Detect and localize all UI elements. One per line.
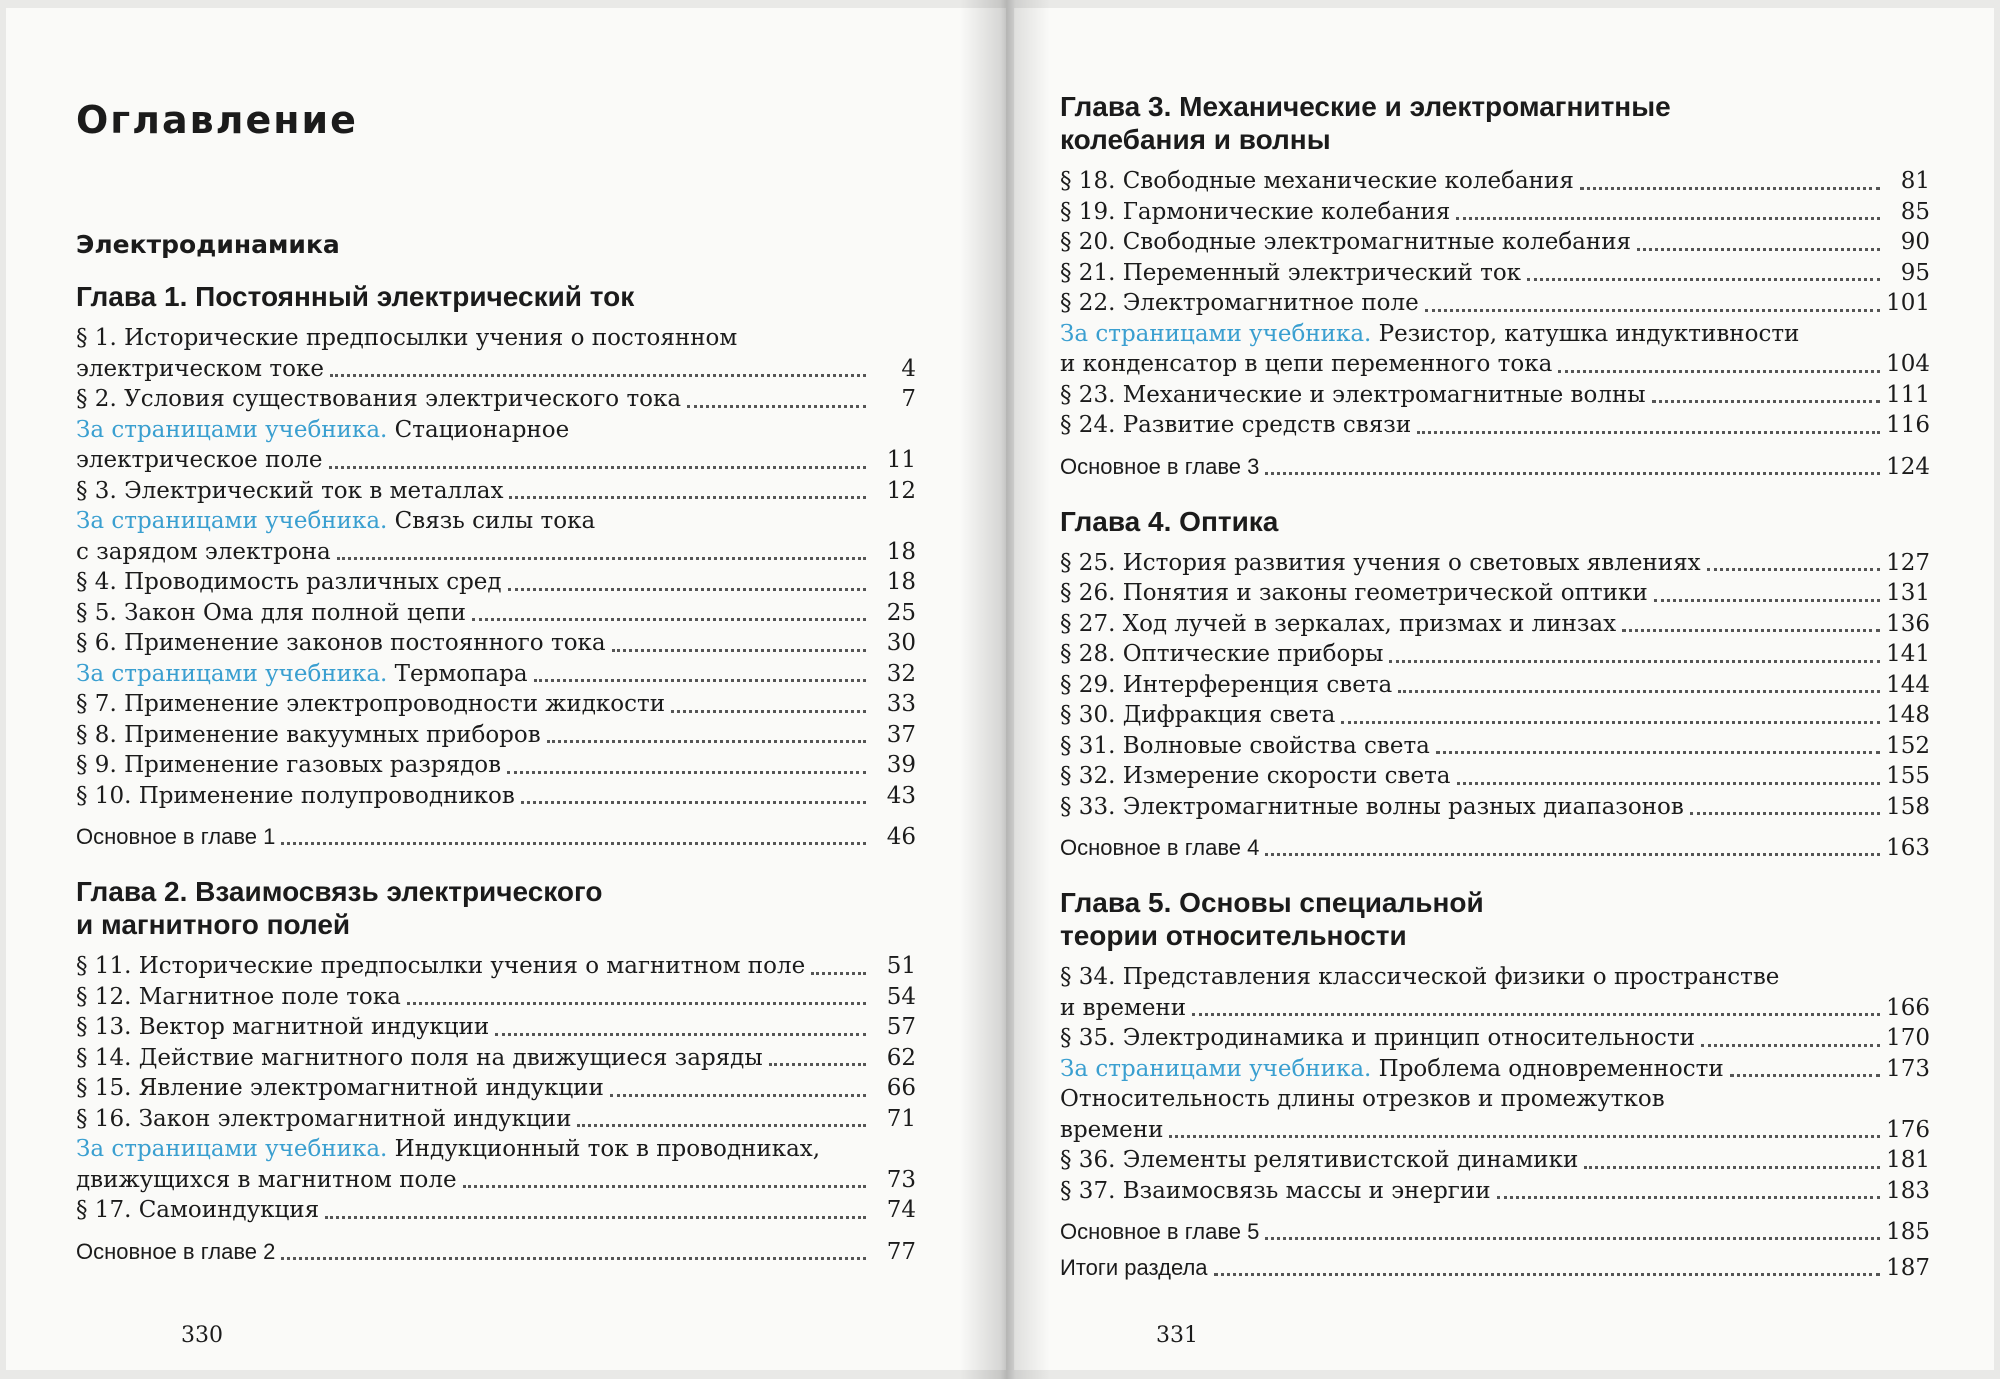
leader-dots	[1701, 1044, 1880, 1047]
leader-dots	[1265, 1237, 1880, 1240]
toc-entry-text: § 16. Закон электромагнитной индукции	[76, 1105, 572, 1132]
toc-entry-text: Проблема одновременности	[1371, 1055, 1724, 1082]
toc-page-number: 127	[1886, 549, 1930, 576]
toc-page-number: 148	[1886, 702, 1930, 728]
toc-entry-text: § 7. Применение электропроводности жидкости	[76, 691, 666, 717]
chapter-title-line: Глава 1. Постоянный электрический ток	[76, 281, 635, 312]
toc-entry[interactable]	[1060, 700, 1930, 731]
toc-entry-text: § 4. Проводимость различных сред	[76, 569, 502, 595]
toc-entry[interactable]	[1060, 639, 1930, 670]
toc-entry[interactable]	[76, 1012, 916, 1043]
toc-page-number: 170	[1886, 1025, 1930, 1051]
toc-entry-text: § 6. Применение законов постоянного тока	[76, 630, 606, 656]
right-toc-column	[1060, 90, 1930, 1284]
toc-entry-text-cont: с зарядом электрона	[76, 538, 331, 565]
toc-entry[interactable]	[76, 628, 916, 659]
leader-dots	[1527, 278, 1880, 281]
toc-entry-text: § 17. Самоиндукция	[76, 1197, 320, 1223]
toc-entry[interactable]	[1060, 609, 1930, 640]
toc-page-number: 74	[886, 1197, 916, 1223]
summary-text: Основное в главе 1	[76, 824, 276, 849]
leader-dots	[521, 801, 866, 804]
leader-dots	[1417, 431, 1880, 434]
leader-dots	[281, 1257, 866, 1260]
toc-page-number: 73	[886, 1166, 916, 1193]
toc-entry[interactable]	[1060, 731, 1930, 762]
leader-dots	[1654, 599, 1880, 602]
toc-entry[interactable]	[76, 982, 916, 1013]
left-page	[6, 8, 1006, 1370]
chapter-1-title	[76, 280, 916, 313]
leader-dots	[1214, 1273, 1880, 1276]
leader-dots	[1389, 660, 1880, 663]
leader-dots	[1265, 472, 1880, 475]
toc-entry[interactable]	[76, 476, 916, 507]
leader-dots	[1730, 1074, 1880, 1077]
toc-entry-text-cont: и времени	[1060, 994, 1187, 1021]
leader-dots	[325, 1216, 866, 1219]
leader-dots	[1622, 629, 1880, 632]
leader-dots	[1456, 217, 1880, 220]
leader-dots	[1192, 1013, 1880, 1016]
chapter-summary[interactable]	[76, 821, 916, 853]
toc-entry-text: § 31. Волновые свойства света	[1060, 732, 1430, 759]
toc-page-number: 81	[1900, 168, 1930, 194]
toc-entry[interactable]	[76, 323, 916, 384]
extra-prefix: За страницами учебника.	[76, 508, 388, 534]
toc-entry-text: § 8. Применение вакуумных приборов	[76, 721, 541, 748]
leader-dots	[1637, 248, 1880, 251]
toc-page-number: 77	[886, 1238, 916, 1265]
leader-dots	[507, 771, 866, 774]
toc-page-number: 43	[886, 782, 916, 809]
toc-page-number: 30	[886, 630, 916, 656]
chapter-summary[interactable]	[1060, 451, 1930, 483]
leader-dots	[1169, 1135, 1880, 1138]
chapter-title-line: и магнитного полей	[76, 909, 351, 940]
chapter-title-line: колебания и волны	[1060, 124, 1331, 155]
toc-entry-text: § 12. Магнитное поле тока	[76, 983, 401, 1010]
toc-page-number: 18	[886, 569, 916, 595]
leader-dots	[534, 679, 866, 682]
toc-entry[interactable]	[1060, 962, 1930, 1023]
section-summary[interactable]	[1060, 1252, 1930, 1284]
toc-page-number: 185	[1886, 1219, 1930, 1245]
leader-dots	[330, 374, 866, 377]
toc-entry[interactable]	[1060, 761, 1930, 792]
leader-dots	[769, 1063, 866, 1066]
toc-entry-text: § 20. Свободные электромагнитные колебания	[1060, 229, 1632, 255]
chapter-2-title	[76, 875, 916, 941]
toc-entry[interactable]	[1060, 792, 1930, 823]
toc-page-number: 155	[1886, 763, 1930, 789]
toc-entry-text: § 32. Измерение скорости света	[1060, 763, 1451, 789]
toc-entry-text: § 35. Электродинамика и принцип относительности	[1060, 1025, 1695, 1051]
toc-page-number: 85	[1900, 198, 1930, 225]
toc-entry[interactable]	[76, 598, 916, 629]
toc-page-number: 101	[1886, 290, 1930, 316]
toc-entry-text: § 30. Дифракция света	[1060, 702, 1336, 728]
summary-text: Основное в главе 5	[1060, 1219, 1260, 1244]
toc-entry-text-cont: электрическое поле	[76, 447, 323, 473]
toc-entry[interactable]	[76, 781, 916, 812]
toc-page-number: 166	[1886, 994, 1930, 1021]
toc-page-number: 32	[886, 660, 916, 687]
toc-entry[interactable]	[76, 1073, 916, 1104]
toc-entry-text: § 1. Исторические предпосылки учения о постоянном	[76, 325, 738, 351]
toc-page-number: 71	[886, 1105, 916, 1132]
toc-page-number: 104	[1886, 351, 1930, 377]
toc-entry-text-cont: движущихся в магнитном поле	[76, 1166, 457, 1193]
toc-page-number: 116	[1886, 412, 1930, 438]
toc-entry-text: § 10. Применение полупроводников	[76, 782, 515, 809]
leader-dots	[1457, 782, 1880, 785]
toc-entry-extra[interactable]	[1060, 1054, 1930, 1085]
toc-entry-text: § 25. История развития учения о световых явлениях	[1060, 549, 1701, 576]
toc-page-number: 152	[1886, 732, 1930, 759]
toc-entry[interactable]	[76, 720, 916, 751]
toc-entry-extra[interactable]	[76, 506, 916, 567]
toc-entry-text: Относительность длины отрезков и промежутков	[1060, 1086, 1665, 1112]
leader-dots	[407, 1002, 866, 1005]
toc-entry-text: § 36. Элементы релятивистской динамики	[1060, 1147, 1579, 1173]
toc-entry-text: § 9. Применение газовых разрядов	[76, 752, 502, 778]
toc-page-number: 12	[886, 477, 916, 504]
leader-dots	[1558, 370, 1880, 373]
toc-entry[interactable]	[1060, 380, 1930, 411]
toc-entry[interactable]	[1060, 288, 1930, 319]
leader-dots	[577, 1124, 866, 1127]
toc-page-number: 51	[886, 953, 916, 979]
chapter-4-title	[1060, 505, 1930, 538]
toc-page-number: 183	[1886, 1177, 1930, 1204]
toc-entry-text: § 13. Вектор магнитной индукции	[76, 1014, 490, 1040]
toc-page-number: 4	[901, 355, 916, 382]
leader-dots	[337, 557, 866, 560]
toc-entry-text: § 15. Явление электромагнитной индукции	[76, 1075, 604, 1101]
toc-entry[interactable]	[1060, 227, 1930, 258]
toc-entry[interactable]	[76, 951, 916, 982]
extra-prefix: За страницами учебника.	[76, 660, 388, 687]
chapter-summary[interactable]	[76, 1236, 916, 1268]
leader-dots	[281, 842, 866, 845]
toc-entry-text: § 2. Условия существования электрического тока	[76, 386, 682, 412]
toc-page-number: 95	[1900, 259, 1930, 286]
toc-entry[interactable]	[76, 1195, 916, 1226]
toc-page-number: 124	[1886, 453, 1930, 480]
toc-entry-text: § 3. Электрический ток в металлах	[76, 477, 504, 504]
toc-entry-extra[interactable]	[1060, 319, 1930, 380]
toc-page-number: 46	[886, 824, 916, 850]
toc-entry-text: § 27. Ход лучей в зеркалах, призмах и линзах	[1060, 610, 1617, 637]
leader-dots	[1707, 568, 1880, 571]
leader-dots	[495, 1033, 866, 1036]
extra-prefix: За страницами учебника.	[76, 416, 388, 443]
summary-text: Основное в главе 4	[1060, 835, 1260, 860]
toc-page-number: 11	[886, 447, 916, 473]
leader-dots	[1690, 812, 1880, 815]
leader-dots	[472, 618, 866, 621]
toc-page-number: 33	[886, 691, 916, 717]
extra-prefix: За страницами учебника.	[1060, 320, 1372, 347]
toc-entry-text: § 24. Развитие средств связи	[1060, 412, 1412, 438]
leader-dots	[329, 466, 867, 469]
toc-page-number: 181	[1886, 1147, 1930, 1173]
toc-entry[interactable]	[76, 689, 916, 720]
leader-dots	[463, 1185, 866, 1188]
toc-page-number: 90	[1900, 229, 1930, 255]
toc-title: Оглавление	[76, 98, 358, 142]
toc-entry-text: § 34. Представления классической физики о пространстве	[1060, 964, 1780, 990]
toc-page-number: 37	[886, 721, 916, 748]
leader-dots	[687, 405, 866, 408]
leader-dots	[610, 1094, 866, 1097]
left-toc-column	[76, 88, 916, 1268]
toc-entry[interactable]	[1060, 1145, 1930, 1176]
toc-entry[interactable]	[76, 1043, 916, 1074]
toc-page-number: 144	[1886, 671, 1930, 698]
toc-page-number: 54	[886, 983, 916, 1010]
leader-dots	[1425, 309, 1880, 312]
toc-entry-text: Термопара	[387, 660, 528, 687]
summary-text: Итоги раздела	[1060, 1255, 1208, 1280]
toc-entry[interactable]	[76, 567, 916, 598]
toc-entry-text: § 18. Свободные механические колебания	[1060, 168, 1574, 194]
toc-entry-text: Стационарное	[387, 416, 570, 443]
toc-entry-text: § 14. Действие магнитного поля на движущиеся заряды	[76, 1044, 763, 1071]
leader-dots	[1652, 400, 1880, 403]
toc-entry-text-cont: времени	[1060, 1116, 1164, 1143]
leader-dots	[1398, 690, 1880, 693]
toc-page-number: 141	[1886, 641, 1930, 667]
summary-text: Основное в главе 2	[76, 1238, 276, 1264]
toc-entry-text: § 19. Гармонические колебания	[1060, 198, 1451, 225]
extra-prefix: За страницами учебника.	[1060, 1055, 1372, 1082]
toc-entry-extra[interactable]	[76, 659, 916, 690]
toc-page-number: 39	[886, 752, 916, 778]
toc-entry[interactable]	[1060, 1176, 1930, 1207]
chapter-5-title	[1060, 886, 1930, 952]
toc-page-number: 131	[1886, 580, 1930, 606]
toc-entry[interactable]	[1060, 1084, 1930, 1145]
toc-page-number: 25	[886, 599, 916, 626]
toc-entry[interactable]	[76, 384, 916, 415]
leader-dots	[612, 649, 866, 652]
toc-entry[interactable]	[76, 750, 916, 781]
leader-dots	[1265, 853, 1880, 856]
chapter-3-title	[1060, 90, 1930, 156]
toc-page-number: 18	[886, 538, 916, 565]
toc-entry[interactable]	[1060, 578, 1930, 609]
toc-entry[interactable]	[76, 1104, 916, 1135]
toc-entry-text: § 5. Закон Ома для полной цепи	[76, 599, 467, 626]
toc-entry[interactable]	[1060, 670, 1930, 701]
toc-entry-extra[interactable]	[76, 415, 916, 476]
leader-dots	[508, 588, 866, 591]
toc-page-number: 173	[1886, 1055, 1930, 1082]
toc-entry-text: § 29. Интерференция света	[1060, 671, 1393, 698]
toc-entry-text: § 28. Оптические приборы	[1060, 641, 1384, 667]
toc-entry[interactable]	[1060, 1023, 1930, 1054]
chapter-summary[interactable]	[1060, 832, 1930, 864]
toc-page-number: 7	[901, 386, 916, 412]
chapter-title-line: Глава 5. Основы специальной	[1060, 887, 1484, 918]
chapter-title-line: Глава 4. Оптика	[1060, 505, 1279, 537]
leader-dots	[1584, 1166, 1880, 1169]
toc-entry-extra[interactable]	[76, 1134, 916, 1195]
leader-dots	[547, 740, 866, 743]
toc-entry-text: § 22. Электромагнитное поле	[1060, 290, 1419, 316]
toc-entry-text: § 33. Электромагнитные волны разных диапазонов	[1060, 793, 1684, 820]
leader-dots	[1341, 721, 1880, 724]
toc-entry-text: Резистор, катушка индуктивности	[1371, 320, 1800, 347]
chapter-title-line: теории относительности	[1060, 920, 1407, 951]
toc-entry-text-cont: электрическом токе	[76, 355, 324, 382]
toc-entry[interactable]	[1060, 548, 1930, 579]
toc-page-number: 163	[1886, 835, 1930, 861]
summary-text: Основное в главе 3	[1060, 453, 1260, 479]
toc-entry[interactable]	[1060, 410, 1930, 441]
leader-dots	[1436, 751, 1880, 754]
toc-entry-text-cont: и конденсатор в цепи переменного тока	[1060, 351, 1553, 377]
toc-page-number: 57	[886, 1014, 916, 1040]
chapter-title-line: Глава 3. Механические и электромагнитные	[1060, 91, 1671, 122]
toc-entry-text: § 37. Взаимосвязь массы и энергии	[1060, 1177, 1491, 1204]
toc-page-number: 158	[1886, 793, 1930, 820]
leader-dots	[1497, 1196, 1880, 1199]
toc-entry-text: Индукционный ток в проводниках,	[387, 1136, 821, 1162]
toc-entry[interactable]	[1060, 258, 1930, 289]
right-page	[1014, 8, 1994, 1370]
toc-entry-text: Связь силы тока	[387, 508, 596, 534]
toc-entry-text: § 23. Механические и электромагнитные волны	[1060, 381, 1646, 408]
leader-dots	[671, 710, 866, 713]
leader-dots	[811, 972, 866, 975]
page-number-left: 330	[181, 1323, 223, 1348]
toc-page-number: 66	[886, 1075, 916, 1101]
toc-page-number: 136	[1886, 610, 1930, 637]
toc-entry[interactable]	[1060, 197, 1930, 228]
toc-page-number: 62	[886, 1044, 916, 1071]
section-title: Электродинамика	[76, 230, 340, 259]
toc-page-number: 176	[1886, 1116, 1930, 1143]
toc-page-number: 187	[1886, 1255, 1930, 1281]
toc-entry-text: § 21. Переменный электрический ток	[1060, 259, 1522, 286]
toc-entry[interactable]	[1060, 166, 1930, 197]
page-number-right: 331	[1156, 1323, 1198, 1348]
toc-entry-text: § 26. Понятия и законы геометрической оптики	[1060, 580, 1648, 606]
chapter-title-line: Глава 2. Взаимосвязь электрического	[76, 876, 603, 907]
toc-page-number: 111	[1886, 381, 1930, 408]
chapter-summary[interactable]	[1060, 1216, 1930, 1248]
leader-dots	[1580, 187, 1880, 190]
extra-prefix: За страницами учебника.	[76, 1136, 388, 1162]
leader-dots	[509, 496, 866, 499]
toc-entry-text: § 11. Исторические предпосылки учения о магнитном поле	[76, 953, 806, 979]
